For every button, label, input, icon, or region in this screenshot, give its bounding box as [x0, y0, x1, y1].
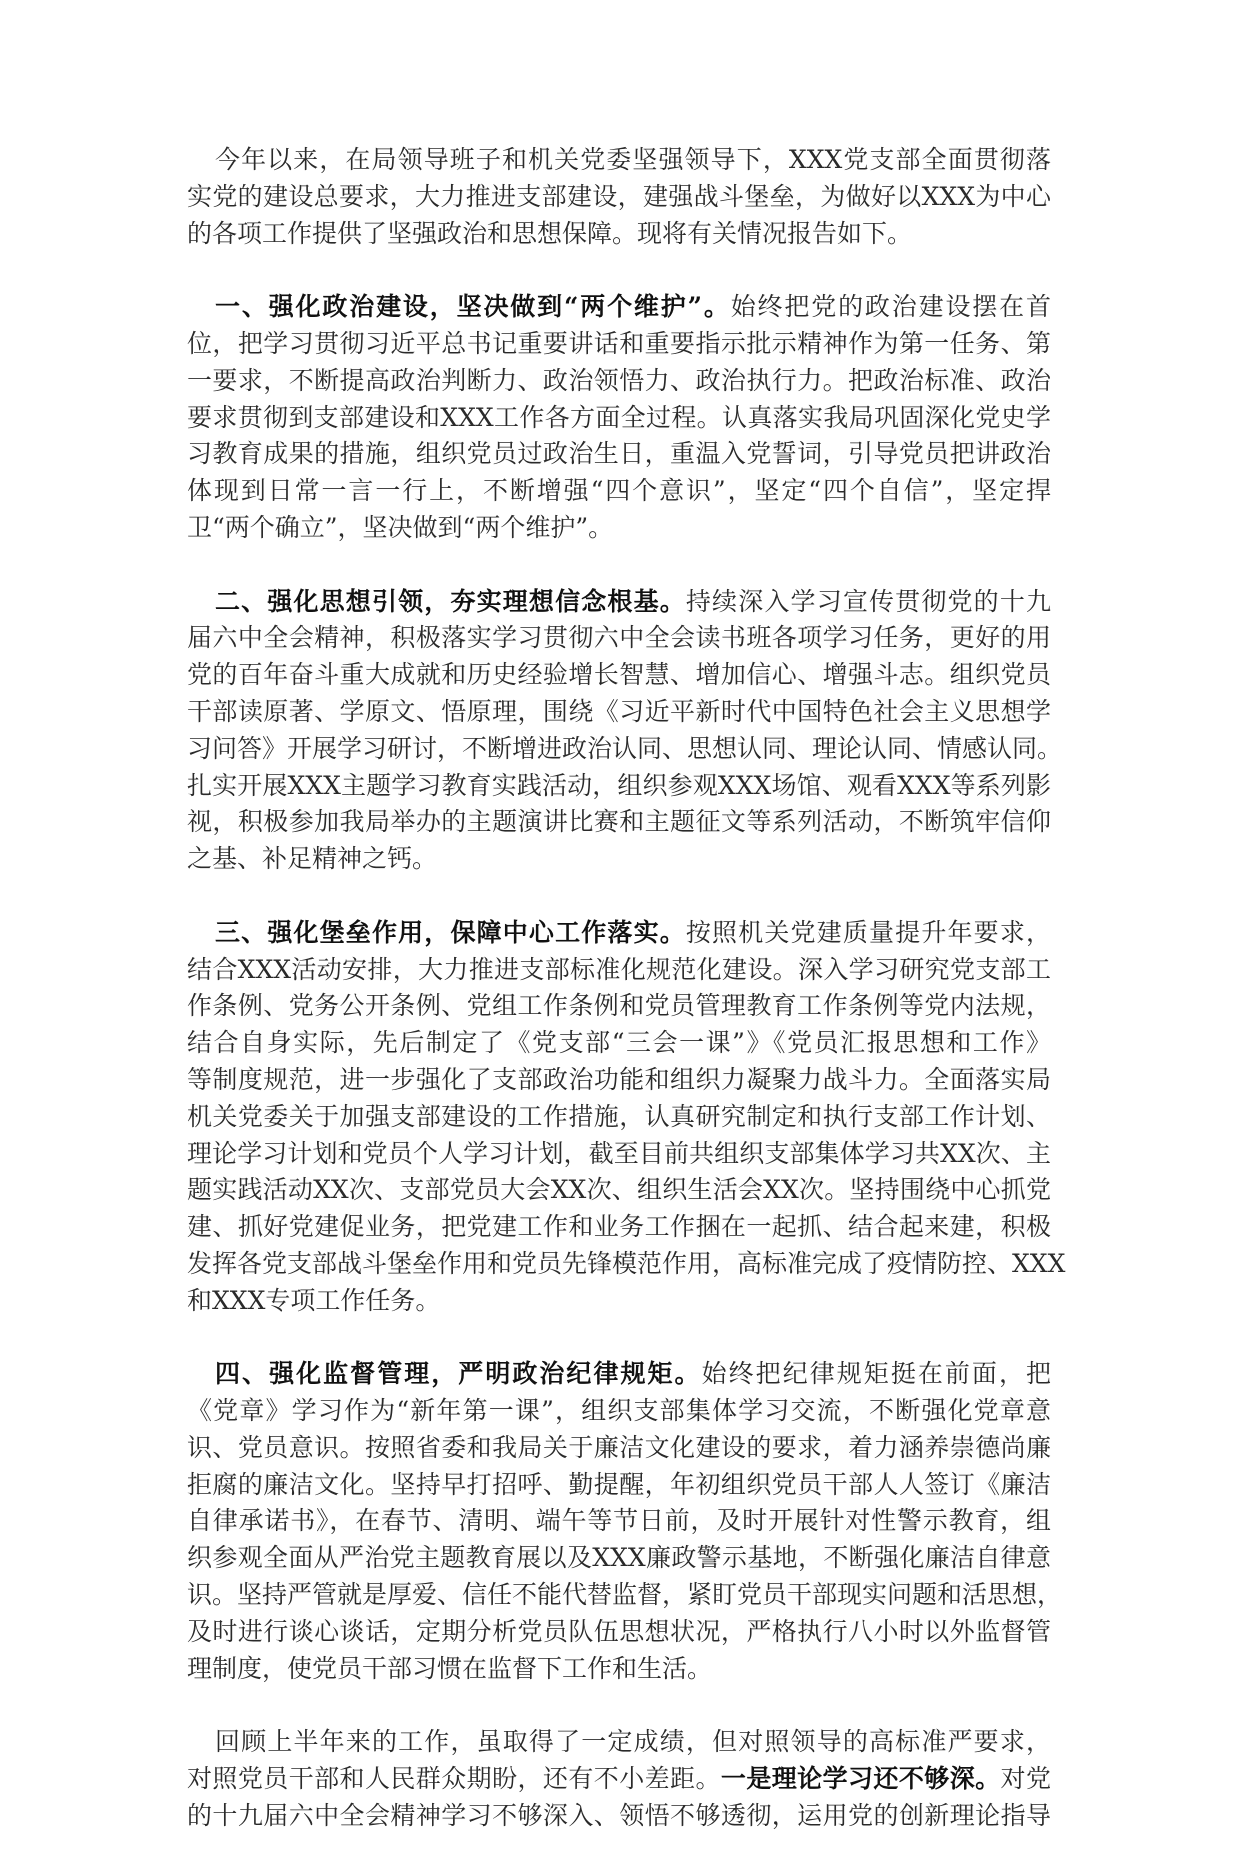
- text-line: [187, 326, 1051, 363]
- text-line: [187, 400, 1051, 437]
- body-text: 对照党员干部和人民群众期盼，还有不小差距。: [187, 1764, 721, 1794]
- body-text: 实党的建设总要求，大力推进支部建设，建强战斗堡垒，为做好以XXX为中心: [187, 181, 1051, 211]
- body-text: 届六中全会精神，积极落实学习贯彻六中全会读书班各项学习任务，更好的用: [187, 623, 1051, 653]
- text-line: [187, 1761, 1051, 1798]
- document-body: [187, 142, 1066, 1871]
- text-line: [187, 694, 1051, 731]
- text-line: [187, 1724, 1051, 1761]
- body-text: 扎实开展XXX主题学习教育实践活动，组织参观XXX场馆、观看XXX等系列影: [187, 770, 1051, 800]
- review-paragraph: [187, 1724, 1051, 1834]
- text-line: [187, 657, 1051, 694]
- text-line: [187, 1577, 1063, 1614]
- body-text: 作条例、党务公开条例、党组工作条例和党员管理教育工作条例等党内法规，: [187, 991, 1051, 1021]
- text-line: [187, 584, 1051, 621]
- body-text: 体现到日常一言一行上，不断增强“四个意识”，坚定“四个自信”，坚定捍: [187, 476, 1051, 506]
- body-text: 习问答》开展学习研讨，不断增进政治认同、思想认同、理论认同、情感认同。: [187, 733, 1063, 763]
- body-text: 回顾上半年来的工作，虽取得了一定成绩，但对照领导的高标准严要求，: [215, 1727, 1051, 1757]
- body-text: 拒腐的廉洁文化。坚持早打招呼、勤提醒，年初组织党员干部人人签订《廉洁: [187, 1469, 1051, 1499]
- body-text: 题实践活动XX次、支部党员大会XX次、组织生活会XX次。坚持围绕中心抓党: [187, 1175, 1051, 1205]
- section-1-paragraph: [187, 289, 1051, 547]
- bold-heading-text: 四、强化监督管理，严明政治纪律规矩。: [215, 1359, 702, 1389]
- body-text: 按照机关党建质量提升年要求，: [685, 917, 1051, 947]
- text-line: [187, 804, 1051, 841]
- body-text: 位，把学习贯彻习近平总书记重要讲话和重要指示批示精神作为第一任务、第: [187, 328, 1051, 358]
- body-text: 和XXX专项工作任务。: [187, 1285, 441, 1315]
- bold-heading-text: 二、强化思想引领，夯实理想信念根基。: [215, 586, 686, 616]
- text-line: [187, 731, 1063, 768]
- body-text: 持续深入学习宣传贯彻党的十九: [685, 586, 1051, 616]
- body-text: 今年以来，在局领导班子和机关党委坚强领导下，XXX党支部全面贯彻落: [215, 145, 1051, 174]
- text-line: [187, 1099, 1051, 1136]
- section-3-paragraph: [187, 915, 1066, 1320]
- body-text: 及时进行谈心谈话，定期分析党员队伍思想状况，严格执行八小时以外监督管: [187, 1616, 1051, 1646]
- body-text: 习教育成果的措施，组织党员过政治生日，重温入党誓词，引导党员把讲政治: [187, 439, 1051, 469]
- text-line: [187, 436, 1051, 473]
- text-line: [187, 841, 1051, 878]
- bold-heading-text: 一是理论学习还不够深。: [720, 1764, 1001, 1794]
- text-line: [187, 1467, 1051, 1504]
- body-text: 的十九届六中全会精神学习不够深入、领悟不够透彻，运用党的创新理论指导: [187, 1800, 1051, 1830]
- text-line: [187, 915, 1051, 952]
- body-text: 识。坚持严管就是厚爱、信任不能代替监督，紧盯党员干部现实问题和活思想，: [187, 1580, 1063, 1610]
- text-line: [187, 289, 1051, 326]
- text-line: [187, 510, 1051, 547]
- body-text: 的各项工作提供了坚强政治和思想保障。现将有关情况报告如下。: [187, 218, 913, 248]
- intro-paragraph: [187, 142, 1051, 252]
- text-line: [187, 1283, 1051, 1320]
- text-line: [187, 1540, 1051, 1577]
- body-text: 理论学习计划和党员个人学习计划，截至目前共组织支部集体学习共XX次、主: [187, 1138, 1051, 1168]
- body-text: 结合XXX活动安排，大力推进支部标准化规范化建设。深入学习研究党支部工: [187, 954, 1051, 984]
- body-text: 始终把纪律规矩挺在前面，把: [701, 1359, 1051, 1389]
- text-line: [187, 1025, 1051, 1062]
- text-line: [187, 216, 1051, 253]
- text-line: [187, 1614, 1051, 1651]
- text-line: [187, 1172, 1051, 1209]
- text-line: [187, 1393, 1051, 1430]
- text-line: [187, 1430, 1051, 1467]
- text-line: [187, 620, 1051, 657]
- body-text: 等制度规范，进一步强化了支部政治功能和组织力凝聚力战斗力。全面落实局: [187, 1064, 1051, 1094]
- body-text: 识、党员意识。按照省委和我局关于廉洁文化建设的要求，着力涵养崇德尚廉: [187, 1432, 1051, 1462]
- body-text: 始终把党的政治建设摆在首: [730, 292, 1051, 322]
- section-2-paragraph: [187, 584, 1063, 878]
- body-text: 发挥各党支部战斗堡垒作用和党员先锋模范作用，高标准完成了疫情防控、XXX: [187, 1248, 1066, 1278]
- body-text: 党的百年奋斗重大成就和历史经验增长智慧、增加信心、增强斗志。组织党员: [187, 660, 1051, 690]
- text-line: [187, 1136, 1051, 1173]
- text-line: [187, 952, 1051, 989]
- text-line: [187, 142, 1051, 179]
- body-text: 自律承诺书》，在春节、清明、端午等节日前，及时开展针对性警示教育，组: [187, 1506, 1051, 1536]
- text-line: [187, 1503, 1051, 1540]
- text-line: [187, 1356, 1051, 1393]
- bold-heading-text: 三、强化堡垒作用，保障中心工作落实。: [215, 917, 686, 947]
- body-text: 之基、补足精神之钙。: [187, 844, 438, 874]
- text-line: [187, 1246, 1066, 1283]
- text-line: [187, 179, 1051, 216]
- body-text: 要求贯彻到支部建设和XXX工作各方面全过程。认真落实我局巩固深化党史学: [187, 402, 1051, 432]
- body-text: 卫“两个确立”，坚决做到“两个维护”。: [187, 512, 614, 542]
- text-line: [187, 1209, 1051, 1246]
- text-line: [187, 1062, 1051, 1099]
- body-text: 结合自身实际，先后制定了《党支部“三会一课”》《党员汇报思想和工作》: [187, 1028, 1051, 1058]
- body-text: 建、抓好党建促业务，把党建工作和业务工作捆在一起抓、结合起来建，积极: [187, 1212, 1051, 1242]
- bold-heading-text: 一、强化政治建设，坚决做到“两个维护”。: [215, 292, 731, 322]
- body-text: 《党章》学习作为“新年第一课”，组织支部集体学习交流，不断强化党章意: [187, 1396, 1051, 1426]
- body-text: 织参观全面从严治党主题教育展以及XXX廉政警示基地，不断强化廉洁自律意: [187, 1543, 1051, 1573]
- body-text: 机关党委关于加强支部建设的工作措施，认真研究制定和执行支部工作计划、: [187, 1101, 1051, 1131]
- body-text: 对党: [1000, 1764, 1051, 1794]
- body-text: 干部读原著、学原文、悟原理，围绕《习近平新时代中国特色社会主义思想学: [187, 696, 1051, 726]
- body-text: 理制度，使党员干部习惯在监督下工作和生活。: [187, 1653, 713, 1683]
- text-line: [187, 768, 1051, 805]
- section-4-paragraph: [187, 1356, 1063, 1687]
- text-line: [187, 988, 1051, 1025]
- text-line: [187, 473, 1051, 510]
- text-line: [187, 1798, 1051, 1835]
- text-line: [187, 1651, 1051, 1688]
- body-text: 视，积极参加我局举办的主题演讲比赛和主题征文等系列活动，不断筑牢信仰: [187, 807, 1051, 837]
- body-text: 一要求，不断提高政治判断力、政治领悟力、政治执行力。把政治标准、政治: [187, 365, 1051, 395]
- text-line: [187, 363, 1051, 400]
